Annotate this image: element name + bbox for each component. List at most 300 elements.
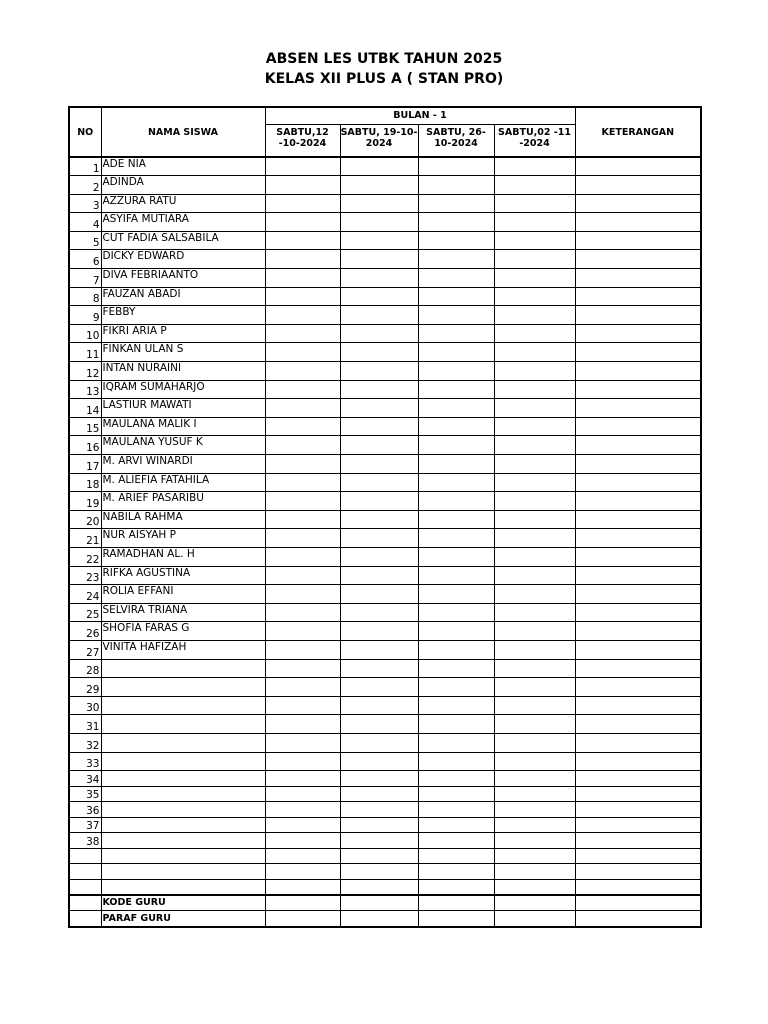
attendance-cell[interactable]: [340, 492, 418, 511]
attendance-cell[interactable]: [265, 786, 340, 802]
blank-cell: [265, 864, 340, 880]
attendance-cell[interactable]: [340, 547, 418, 566]
row-number: 27: [69, 640, 101, 659]
attendance-cell[interactable]: [340, 640, 418, 659]
attendance-cell[interactable]: [340, 733, 418, 752]
attendance-cell[interactable]: [265, 715, 340, 734]
attendance-cell[interactable]: [494, 510, 575, 529]
paraf-guru-cell[interactable]: [575, 911, 701, 927]
attendance-cell[interactable]: [418, 585, 494, 604]
paraf-guru-cell[interactable]: [340, 911, 418, 927]
attendance-cell[interactable]: [418, 547, 494, 566]
attendance-cell[interactable]: [418, 324, 494, 343]
attendance-cell[interactable]: [494, 492, 575, 511]
attendance-cell[interactable]: [494, 640, 575, 659]
keterangan-cell[interactable]: [575, 455, 701, 474]
attendance-cell[interactable]: [340, 786, 418, 802]
blank-cell: [340, 864, 418, 880]
table-row: [69, 362, 701, 381]
student-name: [101, 771, 265, 787]
attendance-cell[interactable]: [340, 362, 418, 381]
attendance-cell[interactable]: [340, 752, 418, 771]
blank-cell: [101, 879, 265, 895]
attendance-cell[interactable]: [265, 194, 340, 213]
attendance-cell[interactable]: [340, 231, 418, 250]
attendance-cell[interactable]: [340, 585, 418, 604]
paraf-guru-label: PARAF GURU: [101, 911, 265, 927]
row-number: 38: [69, 833, 101, 849]
attendance-cell[interactable]: [418, 473, 494, 492]
attendance-cell[interactable]: [494, 715, 575, 734]
attendance-cell[interactable]: [265, 231, 340, 250]
attendance-cell[interactable]: [494, 436, 575, 455]
student-name: RIFKA AGUSTINA: [101, 566, 265, 585]
student-name: IQRAM SUMAHARJO: [101, 380, 265, 399]
paraf-guru-cell[interactable]: [265, 911, 340, 927]
attendance-cell[interactable]: [265, 306, 340, 325]
attendance-table: [68, 106, 702, 928]
attendance-cell[interactable]: [494, 529, 575, 548]
table-row: [69, 287, 701, 306]
attendance-cell[interactable]: [418, 510, 494, 529]
attendance-cell[interactable]: [340, 715, 418, 734]
attendance-cell[interactable]: [418, 436, 494, 455]
attendance-cell[interactable]: [340, 566, 418, 585]
blank-cell: [418, 864, 494, 880]
table-row: [69, 752, 701, 771]
attendance-cell[interactable]: [340, 417, 418, 436]
table-row: [69, 715, 701, 734]
row-number: 20: [69, 510, 101, 529]
student-name: MAULANA MALIK I: [101, 417, 265, 436]
attendance-cell[interactable]: [494, 659, 575, 678]
keterangan-cell[interactable]: [575, 380, 701, 399]
student-name: M. ARVI WINARDI: [101, 455, 265, 474]
attendance-cell[interactable]: [340, 659, 418, 678]
row-number: 25: [69, 603, 101, 622]
keterangan-cell[interactable]: [575, 287, 701, 306]
student-name: CUT FADIA SALSABILA: [101, 231, 265, 250]
kode-guru-cell[interactable]: [265, 895, 340, 911]
attendance-cell[interactable]: [418, 399, 494, 418]
attendance-cell[interactable]: [494, 622, 575, 641]
attendance-cell[interactable]: [494, 786, 575, 802]
attendance-cell[interactable]: [494, 733, 575, 752]
attendance-cell[interactable]: [265, 473, 340, 492]
attendance-cell[interactable]: [494, 287, 575, 306]
row-number: 11: [69, 343, 101, 362]
blank-cell: [340, 879, 418, 895]
keterangan-cell[interactable]: [575, 269, 701, 288]
attendance-cell[interactable]: [265, 213, 340, 232]
attendance-cell[interactable]: [340, 194, 418, 213]
attendance-cell[interactable]: [494, 585, 575, 604]
attendance-cell[interactable]: [418, 213, 494, 232]
attendance-cell[interactable]: [494, 213, 575, 232]
table-row: [69, 213, 701, 232]
document-title: ABSEN LES UTBK TAHUN 2025: [265, 51, 503, 67]
table-row: [69, 492, 701, 511]
attendance-cell[interactable]: [418, 269, 494, 288]
row-number: 29: [69, 678, 101, 697]
row-number: 4: [69, 213, 101, 232]
attendance-cell[interactable]: [418, 659, 494, 678]
attendance-cell[interactable]: [265, 640, 340, 659]
row-number: 3: [69, 194, 101, 213]
table-row: [69, 510, 701, 529]
attendance-cell[interactable]: [340, 399, 418, 418]
keterangan-cell[interactable]: [575, 786, 701, 802]
table-row: [69, 306, 701, 325]
attendance-cell[interactable]: [418, 640, 494, 659]
header-no: NO: [69, 107, 101, 157]
row-number: 35: [69, 786, 101, 802]
attendance-cell[interactable]: [340, 343, 418, 362]
kode-guru-label: KODE GURU: [101, 895, 265, 911]
attendance-cell[interactable]: [265, 529, 340, 548]
attendance-cell[interactable]: [340, 287, 418, 306]
attendance-cell[interactable]: [340, 157, 418, 176]
attendance-cell[interactable]: [265, 833, 340, 849]
attendance-cell[interactable]: [265, 324, 340, 343]
attendance-cell[interactable]: [418, 833, 494, 849]
student-name: [101, 833, 265, 849]
blank-cell: [101, 864, 265, 880]
row-number: 16: [69, 436, 101, 455]
paraf-guru-cell[interactable]: [418, 911, 494, 927]
keterangan-cell[interactable]: [575, 510, 701, 529]
attendance-cell[interactable]: [418, 362, 494, 381]
blank-cell: [418, 879, 494, 895]
keterangan-cell[interactable]: [575, 176, 701, 195]
attendance-cell[interactable]: [494, 269, 575, 288]
table-row: [69, 802, 701, 818]
attendance-cell[interactable]: [418, 715, 494, 734]
student-name: SHOFIA FARAS G: [101, 622, 265, 641]
header-keterangan: KETERANGAN: [575, 107, 701, 157]
keterangan-cell[interactable]: [575, 473, 701, 492]
attendance-cell[interactable]: [340, 213, 418, 232]
keterangan-cell[interactable]: [575, 250, 701, 269]
blank-cell: [494, 864, 575, 880]
keterangan-cell[interactable]: [575, 640, 701, 659]
attendance-cell[interactable]: [265, 362, 340, 381]
student-name: M. ALIEFIA FATAHILA: [101, 473, 265, 492]
student-name: INTAN NURAINI: [101, 362, 265, 381]
table-row: [69, 399, 701, 418]
attendance-cell[interactable]: [265, 343, 340, 362]
attendance-cell[interactable]: [265, 802, 340, 818]
attendance-cell[interactable]: [340, 250, 418, 269]
attendance-cell[interactable]: [265, 603, 340, 622]
row-number: 5: [69, 231, 101, 250]
table-row: [69, 324, 701, 343]
table-row: [69, 678, 701, 697]
attendance-cell[interactable]: [494, 343, 575, 362]
attendance-cell[interactable]: [340, 380, 418, 399]
attendance-cell[interactable]: [494, 473, 575, 492]
student-name: ROLIA EFFANI: [101, 585, 265, 604]
attendance-cell[interactable]: [418, 176, 494, 195]
table-row: [69, 455, 701, 474]
attendance-cell[interactable]: [494, 176, 575, 195]
attendance-cell[interactable]: [418, 250, 494, 269]
attendance-cell[interactable]: [265, 492, 340, 511]
row-number: 22: [69, 547, 101, 566]
student-name: [101, 786, 265, 802]
paraf-guru-row: [69, 911, 701, 927]
table-row: [69, 585, 701, 604]
attendance-cell[interactable]: [418, 802, 494, 818]
attendance-cell[interactable]: [340, 833, 418, 849]
row-number: 23: [69, 566, 101, 585]
attendance-cell[interactable]: [340, 622, 418, 641]
attendance-cell[interactable]: [494, 752, 575, 771]
header-date-3: SABTU, 26-10-2024: [418, 124, 494, 157]
keterangan-cell[interactable]: [575, 733, 701, 752]
attendance-cell[interactable]: [265, 380, 340, 399]
student-name: [101, 659, 265, 678]
student-name: [101, 752, 265, 771]
row-number: 8: [69, 287, 101, 306]
attendance-cell[interactable]: [265, 547, 340, 566]
blank-cell: [340, 848, 418, 864]
keterangan-cell[interactable]: [575, 833, 701, 849]
table-row: [69, 250, 701, 269]
blank-row: [69, 864, 701, 880]
attendance-cell[interactable]: [265, 176, 340, 195]
attendance-cell[interactable]: [265, 250, 340, 269]
keterangan-cell[interactable]: [575, 585, 701, 604]
keterangan-cell[interactable]: [575, 622, 701, 641]
attendance-cell[interactable]: [265, 399, 340, 418]
keterangan-cell[interactable]: [575, 324, 701, 343]
keterangan-cell[interactable]: [575, 547, 701, 566]
student-name: ASYIFA MUTIARA: [101, 213, 265, 232]
table-row: [69, 194, 701, 213]
keterangan-cell[interactable]: [575, 399, 701, 418]
attendance-cell[interactable]: [494, 399, 575, 418]
keterangan-cell[interactable]: [575, 436, 701, 455]
attendance-cell[interactable]: [494, 603, 575, 622]
keterangan-cell[interactable]: [575, 659, 701, 678]
attendance-cell[interactable]: [418, 306, 494, 325]
attendance-cell[interactable]: [494, 231, 575, 250]
student-name: VINITA HAFIZAH: [101, 640, 265, 659]
attendance-cell[interactable]: [494, 771, 575, 787]
keterangan-cell[interactable]: [575, 362, 701, 381]
keterangan-cell[interactable]: [575, 417, 701, 436]
attendance-cell[interactable]: [340, 436, 418, 455]
attendance-cell[interactable]: [265, 287, 340, 306]
attendance-cell[interactable]: [340, 473, 418, 492]
blank-cell: [494, 879, 575, 895]
attendance-cell[interactable]: [494, 380, 575, 399]
attendance-cell[interactable]: [418, 622, 494, 641]
attendance-cell[interactable]: [494, 566, 575, 585]
table-row: [69, 380, 701, 399]
attendance-cell[interactable]: [494, 802, 575, 818]
keterangan-cell[interactable]: [575, 802, 701, 818]
attendance-cell[interactable]: [418, 696, 494, 715]
attendance-cell[interactable]: [265, 417, 340, 436]
attendance-cell[interactable]: [418, 157, 494, 176]
attendance-cell[interactable]: [265, 752, 340, 771]
attendance-cell[interactable]: [418, 231, 494, 250]
attendance-cell[interactable]: [340, 603, 418, 622]
attendance-cell[interactable]: [418, 455, 494, 474]
kode-guru-cell: [69, 895, 101, 911]
attendance-cell[interactable]: [494, 547, 575, 566]
student-name: RAMADHAN AL. H: [101, 547, 265, 566]
table-row: [69, 817, 701, 833]
table-row: [69, 771, 701, 787]
attendance-cell[interactable]: [494, 417, 575, 436]
row-number: 32: [69, 733, 101, 752]
row-number: 9: [69, 306, 101, 325]
attendance-cell[interactable]: [494, 324, 575, 343]
student-name: FINKAN ULAN S: [101, 343, 265, 362]
keterangan-cell[interactable]: [575, 213, 701, 232]
attendance-cell[interactable]: [494, 362, 575, 381]
attendance-cell[interactable]: [265, 585, 340, 604]
attendance-cell[interactable]: [418, 603, 494, 622]
attendance-cell[interactable]: [418, 380, 494, 399]
blank-row: [69, 848, 701, 864]
attendance-cell[interactable]: [265, 771, 340, 787]
attendance-cell[interactable]: [418, 566, 494, 585]
keterangan-cell[interactable]: [575, 752, 701, 771]
attendance-cell[interactable]: [265, 269, 340, 288]
row-number: 26: [69, 622, 101, 641]
attendance-cell[interactable]: [494, 157, 575, 176]
student-name: LASTIUR MAWATI: [101, 399, 265, 418]
attendance-cell[interactable]: [418, 529, 494, 548]
attendance-cell[interactable]: [418, 194, 494, 213]
attendance-cell[interactable]: [494, 306, 575, 325]
keterangan-cell[interactable]: [575, 492, 701, 511]
attendance-cell[interactable]: [265, 455, 340, 474]
row-number: 37: [69, 817, 101, 833]
attendance-cell[interactable]: [418, 492, 494, 511]
table-row: [69, 566, 701, 585]
student-name: ADE NIA: [101, 157, 265, 176]
blank-cell: [575, 848, 701, 864]
attendance-cell[interactable]: [340, 306, 418, 325]
keterangan-cell[interactable]: [575, 678, 701, 697]
table-row: [69, 833, 701, 849]
keterangan-cell[interactable]: [575, 771, 701, 787]
attendance-cell[interactable]: [494, 817, 575, 833]
kode-guru-cell[interactable]: [494, 895, 575, 911]
kode-guru-row: [69, 895, 701, 911]
paraf-guru-cell: [69, 911, 101, 927]
row-number: 33: [69, 752, 101, 771]
attendance-cell[interactable]: [494, 455, 575, 474]
keterangan-cell[interactable]: [575, 194, 701, 213]
student-name: [101, 696, 265, 715]
row-number: 10: [69, 324, 101, 343]
keterangan-cell[interactable]: [575, 603, 701, 622]
attendance-cell[interactable]: [418, 287, 494, 306]
row-number: 30: [69, 696, 101, 715]
attendance-cell[interactable]: [418, 771, 494, 787]
attendance-cell[interactable]: [265, 622, 340, 641]
attendance-cell[interactable]: [265, 733, 340, 752]
attendance-cell[interactable]: [340, 510, 418, 529]
row-number: 31: [69, 715, 101, 734]
attendance-cell[interactable]: [265, 696, 340, 715]
attendance-cell[interactable]: [340, 696, 418, 715]
keterangan-cell[interactable]: [575, 157, 701, 176]
attendance-cell[interactable]: [340, 324, 418, 343]
attendance-cell[interactable]: [418, 786, 494, 802]
attendance-cell[interactable]: [265, 157, 340, 176]
attendance-cell[interactable]: [418, 343, 494, 362]
attendance-cell[interactable]: [494, 696, 575, 715]
attendance-cell[interactable]: [494, 250, 575, 269]
row-number: 7: [69, 269, 101, 288]
attendance-cell[interactable]: [340, 529, 418, 548]
attendance-cell[interactable]: [418, 817, 494, 833]
keterangan-cell[interactable]: [575, 306, 701, 325]
attendance-cell[interactable]: [265, 817, 340, 833]
blank-cell: [575, 864, 701, 880]
row-number: 2: [69, 176, 101, 195]
table-row: [69, 603, 701, 622]
attendance-cell[interactable]: [418, 752, 494, 771]
keterangan-cell[interactable]: [575, 231, 701, 250]
keterangan-cell[interactable]: [575, 566, 701, 585]
student-name: [101, 715, 265, 734]
attendance-cell[interactable]: [265, 678, 340, 697]
attendance-cell[interactable]: [265, 659, 340, 678]
table-row: [69, 473, 701, 492]
attendance-cell[interactable]: [265, 566, 340, 585]
attendance-cell[interactable]: [418, 417, 494, 436]
attendance-cell[interactable]: [340, 455, 418, 474]
attendance-cell[interactable]: [494, 678, 575, 697]
paraf-guru-cell[interactable]: [494, 911, 575, 927]
kode-guru-cell[interactable]: [340, 895, 418, 911]
attendance-cell[interactable]: [340, 269, 418, 288]
attendance-cell[interactable]: [340, 771, 418, 787]
row-number: 15: [69, 417, 101, 436]
kode-guru-cell[interactable]: [418, 895, 494, 911]
student-name: ADINDA: [101, 176, 265, 195]
attendance-cell[interactable]: [494, 833, 575, 849]
table-row: [69, 696, 701, 715]
keterangan-cell[interactable]: [575, 343, 701, 362]
kode-guru-cell[interactable]: [575, 895, 701, 911]
attendance-cell[interactable]: [340, 817, 418, 833]
row-number: 36: [69, 802, 101, 818]
attendance-cell[interactable]: [418, 678, 494, 697]
keterangan-cell[interactable]: [575, 696, 701, 715]
attendance-cell[interactable]: [265, 510, 340, 529]
blank-cell: [69, 864, 101, 880]
attendance-cell[interactable]: [340, 802, 418, 818]
row-number: 6: [69, 250, 101, 269]
attendance-cell[interactable]: [265, 436, 340, 455]
keterangan-cell[interactable]: [575, 817, 701, 833]
keterangan-cell[interactable]: [575, 715, 701, 734]
keterangan-cell[interactable]: [575, 529, 701, 548]
attendance-cell[interactable]: [418, 733, 494, 752]
attendance-cell[interactable]: [340, 176, 418, 195]
attendance-cell[interactable]: [340, 678, 418, 697]
attendance-cell[interactable]: [494, 194, 575, 213]
